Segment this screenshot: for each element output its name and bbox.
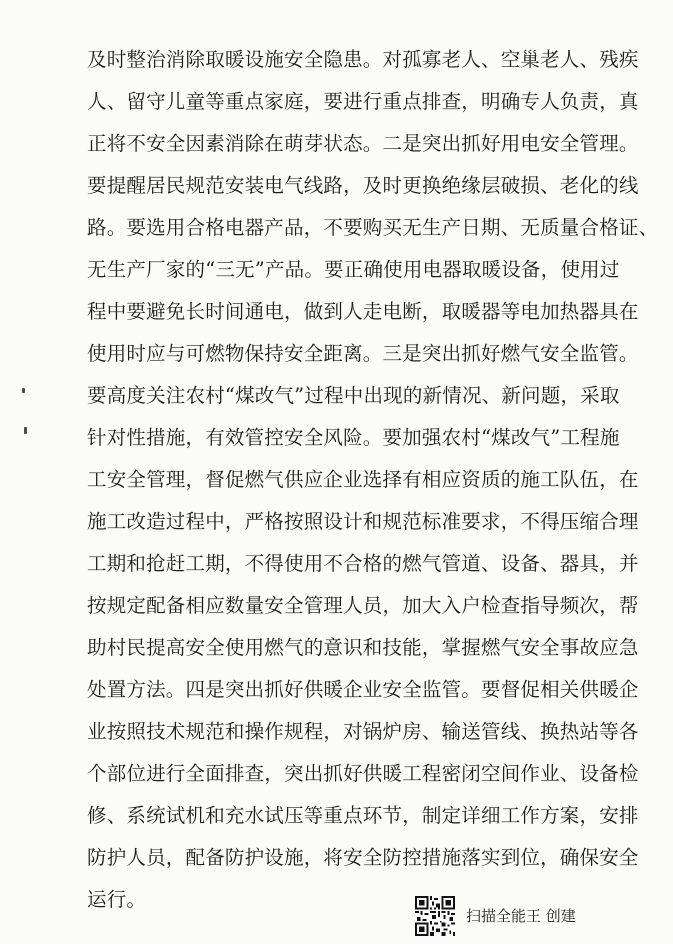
scanner-watermark-label: 扫描全能王 创建 [466, 907, 576, 925]
qr-code-icon [415, 896, 455, 936]
body-text-line: 及时整治消除取暖设施安全隐患。对孤寡老人、空巢老人、残疾 [87, 48, 639, 71]
scan-speck [22, 388, 25, 393]
body-text-line: 人、留守儿童等重点家庭，要进行重点排查，明确专人负责，真 [87, 90, 639, 113]
body-text-line: 修、系统试机和充水试压等重点环节，制定详细工作方案，安排 [87, 804, 639, 827]
body-text-line: 施工改造过程中，严格按照设计和规范标准要求，不得压缩合理 [87, 510, 639, 533]
body-text-line: 工安全管理，督促燃气供应企业选择有相应资质的施工队伍，在 [87, 468, 639, 491]
body-text-line: 程中要避免长时间通电，做到人走电断，取暖器等电加热器具在 [87, 300, 639, 323]
scan-speck [24, 427, 27, 434]
body-text-line: 正将不安全因素消除在萌芽状态。二是突出抓好用电安全管理。 [87, 132, 639, 155]
body-text-line: 工期和抢赶工期，不得使用不合格的燃气管道、设备、器具，并 [87, 552, 639, 575]
body-text-line: 助村民提高安全使用燃气的意识和技能，掌握燃气安全事故应急 [87, 636, 639, 659]
body-text-line: 防护人员，配备防护设施，将安全防控措施落实到位，确保安全 [87, 846, 639, 869]
body-text-line: 要高度关注农村“煤改气”过程中出现的新情况、新问题，采取 [87, 384, 620, 407]
body-text-line: 路。要选用合格电器产品，不要购买无生产日期、无质量合格证、 [87, 216, 659, 239]
body-text-line: 处置方法。四是突出抓好供暖企业安全监管。要督促相关供暖企 [87, 678, 639, 701]
body-text-line: 按规定配备相应数量安全管理人员，加大入户检查指导频次，帮 [87, 594, 639, 617]
body-text-line: 要提醒居民规范安装电气线路，及时更换绝缘层破损、老化的线 [87, 174, 639, 197]
body-text-line: 针对性措施，有效管控安全风险。要加强农村“煤改气”工程施 [87, 426, 620, 449]
body-text-line: 业按照技术规范和操作规程，对锅炉房、输送管线、换热站等各 [87, 720, 639, 743]
body-text-line: 无生产厂家的“三无”产品。要正确使用电器取暖设备，使用过 [87, 258, 620, 281]
body-text-line: 运行。 [87, 888, 147, 911]
body-text-line: 使用时应与可燃物保持安全距离。三是突出抓好燃气安全监管。 [87, 342, 639, 365]
body-text-line: 个部位进行全面排查，突出抓好供暖工程密闭空间作业、设备检 [87, 762, 639, 785]
